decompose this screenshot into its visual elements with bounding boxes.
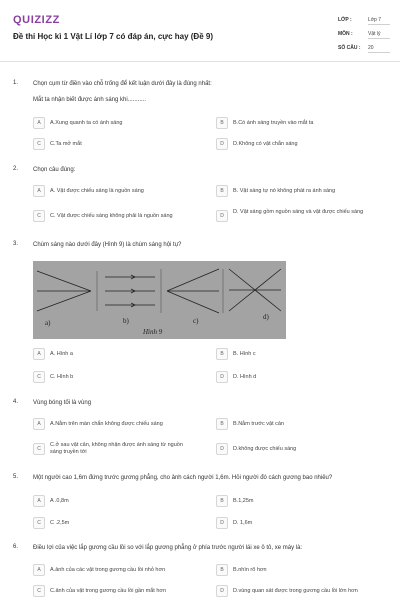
option-letter: B: [216, 495, 228, 507]
option-c[interactable]: [33, 370, 203, 384]
option-text: B. Hình c: [233, 351, 256, 357]
figure-label-d: d): [263, 313, 269, 321]
question-text: Chọn cụm từ điền vào chỗ trống để kết luận dưới đây là đúng nhất:: [33, 81, 212, 87]
option-d[interactable]: [216, 137, 386, 151]
option-text: B.nhìn rõ hơn: [233, 567, 267, 573]
figure-label-b: b): [123, 317, 129, 325]
option-text: C. Hình b: [50, 374, 74, 380]
option-d[interactable]: [216, 209, 386, 223]
option-letter: A: [33, 495, 45, 507]
option-b[interactable]: [216, 347, 386, 361]
option-text: C.ở sau vật cản, không nhận được ánh sáng từ nguồn sáng truyền tới: [50, 442, 183, 455]
option-letter: D: [216, 371, 228, 383]
figure-caption: Hình 9: [143, 328, 163, 336]
option-letter: C: [33, 443, 45, 455]
option-text: D. Vật sáng gồm nguồn sáng và vật được chiếu sáng: [233, 209, 364, 215]
meta-label-class: LỚP :: [338, 17, 352, 23]
question-text: Một người cao 1,6m đứng trước gương phẳng, cho ảnh cách người 1,6m. Hỏi người đó cách gương bao nhiêu?: [33, 475, 333, 481]
option-text: A. Vật được chiếu sáng là nguồn sáng: [50, 188, 144, 194]
option-c[interactable]: [33, 516, 203, 530]
option-letter: D: [216, 517, 228, 529]
meta-value-class: Lớp 7: [368, 17, 390, 25]
meta-value-question-count: 20: [368, 45, 390, 53]
option-letter: D: [216, 585, 228, 597]
meta-label-subject: MÔN :: [338, 31, 353, 37]
option-b[interactable]: [216, 417, 386, 431]
option-letter: D: [216, 443, 228, 455]
option-letter: A: [33, 117, 45, 129]
option-letter: C: [33, 210, 45, 222]
meta-label-question-count: SỐ CÂU :: [338, 45, 361, 51]
option-letter: B: [216, 564, 228, 576]
option-b[interactable]: [216, 563, 386, 577]
option-text: A.ảnh của các vật trong gương cầu lồi nhỏ hơn: [50, 567, 166, 573]
question-text: Điều lợi của việc lắp gương cầu lồi so với lắp gương phẳng ở phía trước người lái xe ô tô, xe máy là:: [33, 545, 303, 551]
option-text: B.Có ánh sáng truyền vào mắt ta: [233, 120, 314, 126]
option-c[interactable]: [33, 209, 203, 223]
option-text: C.ảnh của vật trong gương cầu lồi gần mắt hơn: [50, 588, 167, 594]
option-letter: A: [33, 185, 45, 197]
option-text: C .2,5m: [50, 520, 70, 526]
option-text: C.Ta mở mắt: [50, 141, 82, 147]
option-letter: A: [33, 418, 45, 430]
option-letter: B: [216, 418, 228, 430]
option-letter: A: [33, 564, 45, 576]
option-c[interactable]: [33, 442, 203, 456]
option-text: D.không được chiếu sáng: [233, 446, 297, 452]
option-letter: C: [33, 371, 45, 383]
question-text: Chùm sáng nào dưới đây (Hình 9) là chùm sáng hội tụ?: [33, 242, 182, 248]
option-d[interactable]: [216, 370, 386, 384]
option-text: B. Vật sáng tự nó không phát ra ánh sáng: [233, 188, 336, 194]
option-c[interactable]: [33, 137, 203, 151]
option-a[interactable]: [33, 184, 203, 198]
question-number: 1.: [13, 80, 19, 86]
question-number: 2.: [13, 166, 19, 172]
option-letter: B: [216, 185, 228, 197]
option-b[interactable]: [216, 116, 386, 130]
option-a[interactable]: [33, 417, 203, 431]
option-text: A .0,8m: [50, 498, 69, 504]
option-letter: A: [33, 348, 45, 360]
option-text: C. Vật được chiếu sáng không phải là nguồn sáng: [50, 213, 173, 219]
option-text: A.Nằm trên màn chắn không được chiếu sáng: [50, 421, 163, 427]
option-text: D. 1,6m: [233, 520, 253, 526]
option-d[interactable]: [216, 584, 386, 598]
option-a[interactable]: [33, 347, 203, 361]
question-subtext: Mắt ta nhận biết được ánh sáng khi...........: [33, 97, 147, 103]
worksheet-header: [0, 0, 400, 62]
question-number: 5.: [13, 474, 19, 480]
option-a[interactable]: [33, 563, 203, 577]
option-text: A.Xung quanh ta có ánh sáng: [50, 120, 123, 126]
figure-label-a: a): [45, 319, 51, 327]
option-letter: B: [216, 117, 228, 129]
option-letter: B: [216, 348, 228, 360]
option-letter: D: [216, 138, 228, 150]
option-letter: D: [216, 210, 228, 222]
question-number: 4.: [13, 399, 19, 405]
option-letter: C: [33, 585, 45, 597]
option-letter: C: [33, 517, 45, 529]
option-d[interactable]: [216, 516, 386, 530]
question-text: Vùng bóng tối là vùng: [33, 400, 92, 406]
light-beam-figure: [33, 261, 286, 339]
option-letter: C: [33, 138, 45, 150]
option-b[interactable]: [216, 494, 386, 508]
option-a[interactable]: [33, 116, 203, 130]
option-text: D.Không có vật chắn sáng: [233, 141, 298, 147]
option-text: B.1,25m: [233, 498, 254, 504]
option-text: D.vùng quan sát được trong gương cầu lồi lớn hơn: [233, 588, 358, 594]
worksheet-title: Đề thi Học kì 1 Vật Lí lớp 7 có đáp án, cực hay (Đề 9): [13, 32, 213, 41]
option-text: D. Hình d: [233, 374, 257, 380]
option-a[interactable]: [33, 494, 203, 508]
meta-value-subject: Vật lý: [368, 31, 390, 39]
question-text: Chọn câu đúng:: [33, 167, 76, 173]
question-number: 3.: [13, 241, 19, 247]
quizizz-logo: QUIZIZZ: [13, 14, 60, 26]
figure-label-c: c): [193, 317, 199, 325]
option-text: A. Hình a: [50, 351, 73, 357]
option-c[interactable]: [33, 584, 203, 598]
option-text: B.Nằm trước vật cản: [233, 421, 284, 427]
option-d[interactable]: [216, 442, 386, 456]
option-b[interactable]: [216, 184, 386, 198]
question-number: 6.: [13, 544, 19, 550]
